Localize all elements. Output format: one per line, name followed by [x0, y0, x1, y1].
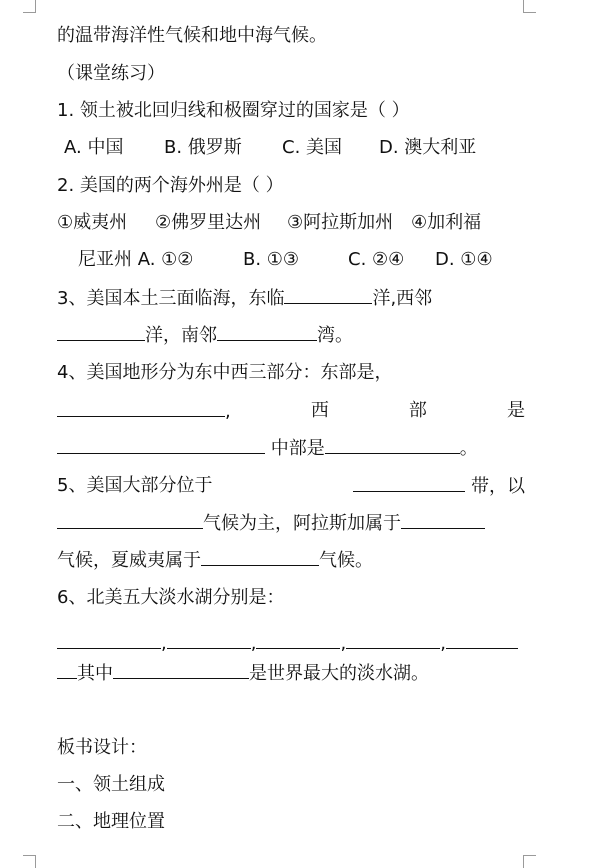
item-4: ④加利福 — [411, 212, 482, 233]
option-a: A. 中国 — [64, 137, 124, 158]
question-3-line-1 — [57, 283, 525, 313]
question-4-west-char-2: 部 — [408, 400, 427, 421]
blank-lake-5-cont — [57, 658, 77, 679]
question-4-line-1: 4、美国地形分为东中西三部分：东部是， — [57, 362, 393, 383]
item-1: ①威夷州 — [57, 212, 128, 233]
question-1: 1. 领土被北回归线和极圈穿过的国家是（ ） — [57, 100, 410, 121]
question-1-options — [64, 133, 532, 163]
question-2-items — [57, 208, 525, 238]
question-4-blank-east-wrap — [57, 396, 231, 426]
option-c: C. ②④ — [348, 249, 405, 270]
question-4-middle-label: 中部是 — [270, 438, 325, 459]
question-5-text: 5、美国大部分位于 — [57, 475, 213, 496]
option-d: D. 澳大利亚 — [379, 137, 477, 158]
question-6-text-2: 其中 — [77, 663, 113, 684]
blank-largest-lake — [113, 658, 249, 679]
question-5-line-2 — [57, 508, 525, 538]
question-3-text-3: 洋，南邻 — [145, 325, 217, 346]
board-item-1: 一、领土组成 — [57, 774, 165, 795]
blank-alaska-climate — [401, 508, 485, 529]
option-b: B. 俄罗斯 — [164, 137, 242, 158]
question-5-line-1 — [57, 471, 525, 501]
blank-west-region — [57, 433, 265, 454]
blank-lake-5 — [446, 628, 518, 649]
option-d: D. ①④ — [435, 249, 493, 270]
blank-lake-4 — [346, 628, 440, 649]
blank-east-ocean — [284, 283, 372, 304]
question-3-line-2 — [57, 320, 525, 350]
board-design-title: 板书设计： — [57, 737, 147, 758]
question-4-line-2 — [57, 396, 525, 426]
question-6-line-2 — [57, 628, 525, 658]
crop-mark-top-left — [23, 0, 36, 13]
lake-comma-4: , — [440, 633, 446, 654]
blank-middle-region — [325, 433, 460, 454]
question-5-text-4: 气候，夏威夷属于 — [57, 550, 201, 571]
question-5-text-3: 气候为主，阿拉斯加属于 — [203, 513, 401, 534]
item-3: ③阿拉斯加州 — [287, 212, 394, 233]
question-5-text-2: 带，以 — [471, 476, 525, 497]
crop-mark-top-right — [523, 0, 536, 13]
question-4-comma: , — [225, 401, 231, 422]
question-6-line-3 — [57, 658, 525, 688]
blank-lake-1 — [57, 628, 161, 649]
question-6-line-1: 6、北美五大淡水湖分别是： — [57, 587, 285, 608]
question-4-west-char-3: 是 — [506, 400, 525, 421]
item-2: ②佛罗里达州 — [155, 212, 262, 233]
blank-hawaii-climate — [201, 545, 319, 566]
blank-lake-3 — [256, 628, 340, 649]
crop-mark-bottom-right — [523, 855, 536, 868]
blank-main-climate — [57, 508, 203, 529]
question-5-line-3 — [57, 545, 525, 575]
blank-climate-zone — [353, 471, 465, 492]
option-c: C. 美国 — [282, 137, 343, 158]
question-3-text-4: 湾。 — [317, 325, 353, 346]
question-6-text-3: 是世界最大的淡水湖。 — [249, 663, 429, 684]
question-3-text-2: 洋,西邻 — [372, 288, 433, 309]
blank-south-gulf — [217, 320, 317, 341]
blank-east-region — [57, 396, 225, 417]
lake-comma-2: , — [250, 633, 257, 654]
option-lead: 尼亚州 A. ①② — [78, 249, 194, 270]
blank-west-ocean — [57, 320, 145, 341]
question-4-line-3 — [57, 433, 525, 463]
question-4-west-char-1: 西 — [310, 400, 329, 421]
lake-comma-3: , — [340, 633, 347, 654]
lake-comma-1: , — [161, 633, 167, 654]
question-4-period: 。 — [459, 438, 478, 459]
question-5-blank-wrap — [353, 471, 525, 501]
question-2-options — [78, 245, 546, 275]
question-3-text: 3、美国本土三面临海，东临 — [57, 288, 285, 309]
option-b: B. ①③ — [243, 249, 300, 270]
crop-mark-bottom-left — [23, 855, 36, 868]
question-5-text-5: 气候。 — [319, 550, 373, 571]
board-item-2: 二、地理位置 — [57, 811, 165, 832]
blank-lake-2 — [167, 628, 251, 649]
text-line-climate: 的温带海洋性气候和地中海气候。 — [57, 25, 327, 46]
question-2: 2. 美国的两个海外州是（ ） — [57, 175, 284, 196]
section-heading-practice: （课堂练习） — [57, 63, 165, 84]
